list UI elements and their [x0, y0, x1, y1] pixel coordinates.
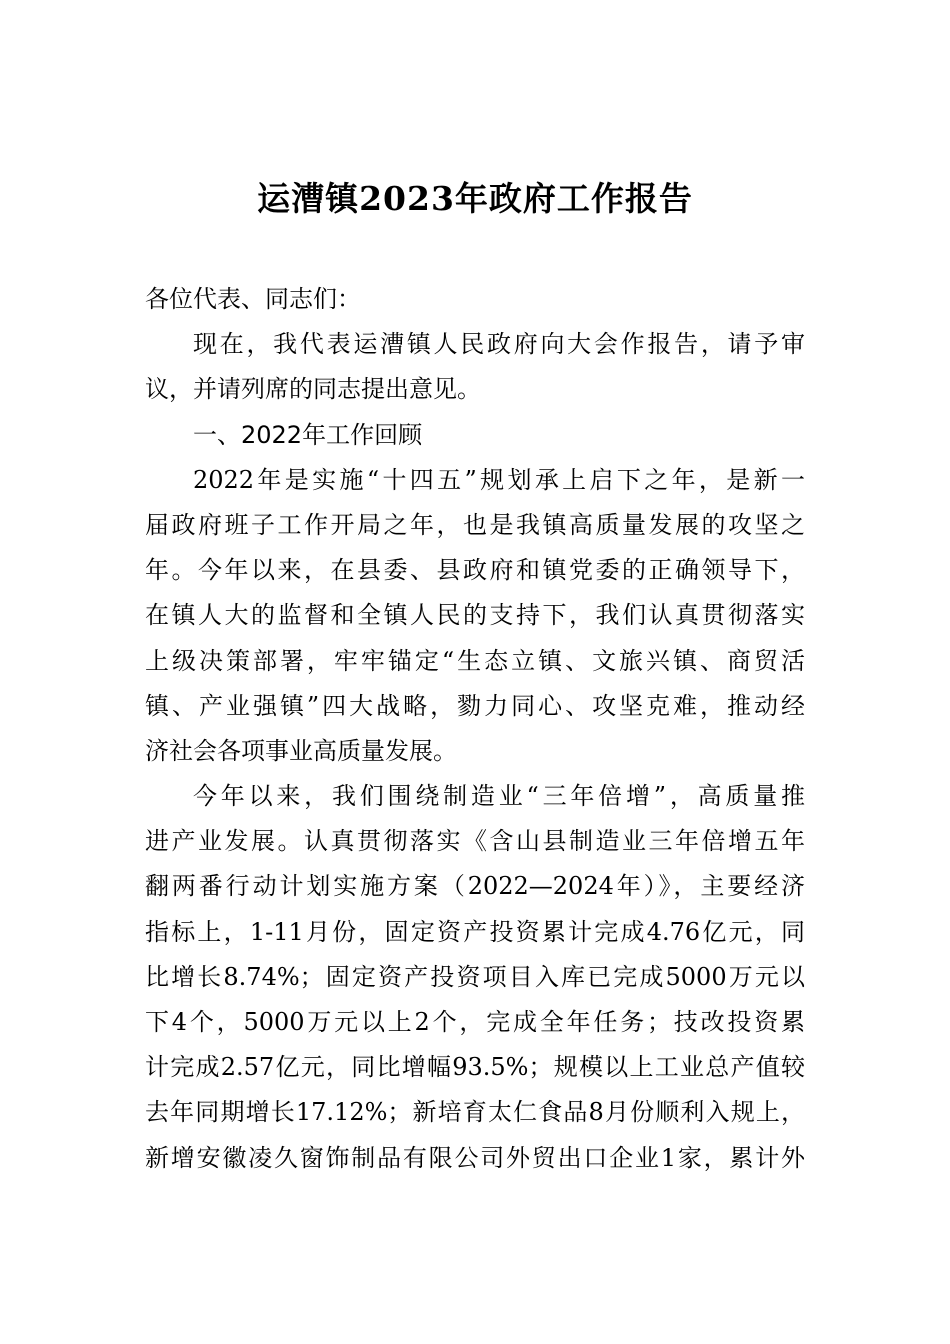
paragraph-line: 指标上，1-11月份，固定资产投资累计完成4.76亿元，同 — [145, 917, 805, 946]
paragraph-line: 进产业发展。认真贯彻落实《含山县制造业三年倍增五年 — [145, 827, 805, 856]
paragraph-line: 新增安徽凌久窗饰制品有限公司外贸出口企业1家，累计外 — [145, 1143, 805, 1172]
paragraph-line: 年。今年以来，在县委、县政府和镇党委的正确领导下， — [145, 556, 805, 585]
paragraph-line: 现在，我代表运漕镇人民政府向大会作报告，请予审 — [193, 330, 805, 359]
paragraph-line: 济社会各项事业高质量发展。 — [145, 736, 457, 765]
paragraph-line: 计完成2.57亿元，同比增幅93.5%；规模以上工业总产值较 — [145, 1053, 805, 1082]
paragraph-line: 在镇人大的监督和全镇人民的支持下，我们认真贯彻落实 — [145, 601, 805, 630]
salutation: 各位代表、同志们： — [145, 285, 361, 313]
paragraph-line: 届政府班子工作开局之年，也是我镇高质量发展的攻坚之 — [145, 510, 805, 539]
paragraph-line: 议，并请列席的同志提出意见。 — [145, 375, 481, 404]
paragraph-line: 去年同期增长17.12%；新培育太仁食品8月份顺利入规上， — [145, 1098, 805, 1127]
document-title: 运漕镇2023年政府工作报告 — [257, 179, 693, 218]
paragraph-line: 今年以来，我们围绕制造业“三年倍增”，高质量推 — [193, 782, 805, 811]
paragraph-line: 镇、产业强镇”四大战略，勠力同心、攻坚克难，推动经 — [145, 691, 805, 720]
paragraph-line: 比增长8.74%；固定资产投资项目入库已完成5000万元以 — [145, 962, 805, 991]
paragraph-line: 翻两番行动计划实施方案（2022—2024年）》，主要经济 — [145, 872, 805, 901]
section-heading: 一、2022年工作回顾 — [193, 420, 423, 449]
paragraph-line: 2022年是实施“十四五”规划承上启下之年，是新一 — [193, 465, 805, 494]
paragraph-line: 上级决策部署，牢牢锚定“生态立镇、文旅兴镇、商贸活 — [145, 646, 805, 675]
document-body — [145, 277, 805, 1181]
paragraph-line: 下4个，5000万元以上2个，完成全年任务；技改投资累 — [145, 1008, 805, 1036]
